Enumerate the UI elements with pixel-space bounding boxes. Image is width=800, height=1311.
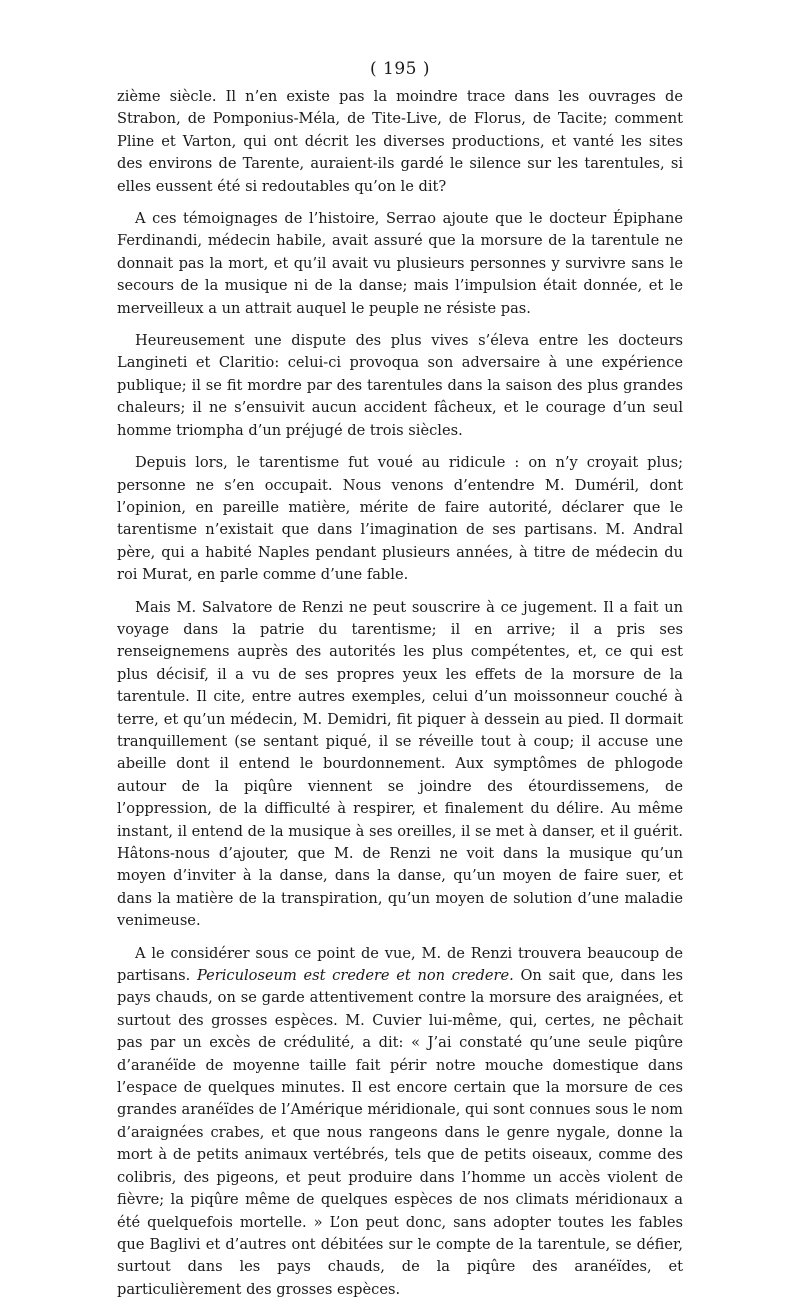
paragraph-2: A ces témoignages de l’histoire, Serrao ajoute que le docteur Épiphane Ferdinandi, médecin habile, avait assuré que la morsure de la tarentule ne donnait pas la mort, et qu’il avait vu plusieurs personnes y survivre sans le secours de la musique ni de la danse; mais l’impulsion était donnée, et le merveilleux a un attrait auquel le peuple ne résiste pas.: [117, 210, 683, 317]
paragraph-3: Heureusement une dispute des plus vives s’éleva entre les docteurs Langineti et Claritio: celui-ci provoqua son adversaire à une expérience publique; il se fit mordre par des tarentules dans la saison des plus grandes chaleurs; il ne s’ensuivit aucun accident fâcheux, et le courage d’un seul homme triompha d’un préjugé de trois siècles.: [117, 332, 683, 439]
page-number: ( 195 ): [369, 59, 431, 79]
paragraph-1: zième siècle. Il n’en existe pas la moindre trace dans les ouvrages de Strabon, de Pomponius-Méla, de Tite-Live, de Florus, de Tacite; comment Pline et Varton, qui ont décrit les diverses productions, et vanté les sites des environs de Tarente, auraient-ils gardé le silence sur les tarentules, si elles eussent été si redoutables qu’on le dit?: [117, 88, 683, 195]
paragraph-6-opening: A le considérer sous ce point de vue, M. de Renzi trouvera beaucoup de partisans.: [117, 944, 683, 985]
paragraph-6-closing: » L’on peut donc, sans adopter toutes les fables que Baglivi et d’autres ont débitées sur le compte de la tarentule, se défier, surtout dans les pays chauds, de la piqûre des aranéïdes, et particulièrement des grosses espèces.: [117, 1213, 683, 1298]
paragraph-5: Mais M. Salvatore de Renzi ne peut souscrire à ce jugement. Il a fait un voyage dans la patrie du tarentisme; il en arrive; il a pris ses renseignemens auprès des autorités les plus compétentes, et, ce qui est plus décisif, il a vu de ses propres yeux les effets de la morsure de la tarentule. Il cite, entre autres exemples, celui d’un moissonneur couché à terre, et qu’un médecin, M. Demidri, fit piquer à dessein au pied. Il dormait tranquillement (se sentant piqué, il se réveille tout à coup; il accuse une abeille dont il entend le bourdonnement. Aux symptômes de phlogode autour de la piqûre viennent se joindre des étourdissemens, de l’oppression, de la difficulté à respirer, et finalement du délire. Au même instant, il entend de la musique à ses oreilles, il se met à danser, et il guérit. Hâtons-nous d’ajouter, que M. de Renzi ne voit dans la musique qu’un moyen d’inviter à la danse, dans la danse, qu’un moyen de faire suer, et dans la matière de la transpiration, qu’un moyen de solution d’une maladie venimeuse.: [117, 598, 683, 930]
paragraph-4: Depuis lors, le tarentisme fut voué au ridicule : on n’y croyait plus; personne ne s’en occupait. Nous venons d’entendre M. Duméril, dont l’opinion, en pareille matière, mérite de faire autorité, déclarer que le tarentisme n’existait que dans l’imagination de ses partisans. M. Andral père, qui a habité Naples pendant plusieurs années, à titre de médecin du roi Murat, en parle comme d’une fable.: [117, 454, 683, 584]
book-page: [117, 56, 683, 1311]
paragraph-6-middle: On sait que, dans les pays chauds, on se garde attentivement contre la morsure des araignées, et surtout des grosses espèces. M. Cuvier lui-même, qui, certes, ne pêchait pas par un excès de crédulité, a dit: «: [117, 967, 684, 1052]
paragraph-6: [117, 943, 683, 1302]
latin-quote: Periculoseum est credere et non credere.: [196, 967, 514, 985]
cuvier-quote: J’ai constaté qu’une seule piqûre d’aranéïde de moyenne taille fait périr notre mouche domestique dans l’espace de quelques minutes. Il est encore certain que la morsure de ces grandes aranéïdes de l’Amérique méridionale, qui sont connues sous le nom d’araignées crabes, et que nous rangeons dans le genre nygale, donne la mort à de petits animaux vertébrés, tels que de petits oiseaux, comme des colibris, des pigeons, et peut produire dans l’homme un accès violent de fièvre; la piqûre même de quelques espèces de nos climats méridionaux a été quelquefois mortelle.: [117, 1034, 684, 1231]
